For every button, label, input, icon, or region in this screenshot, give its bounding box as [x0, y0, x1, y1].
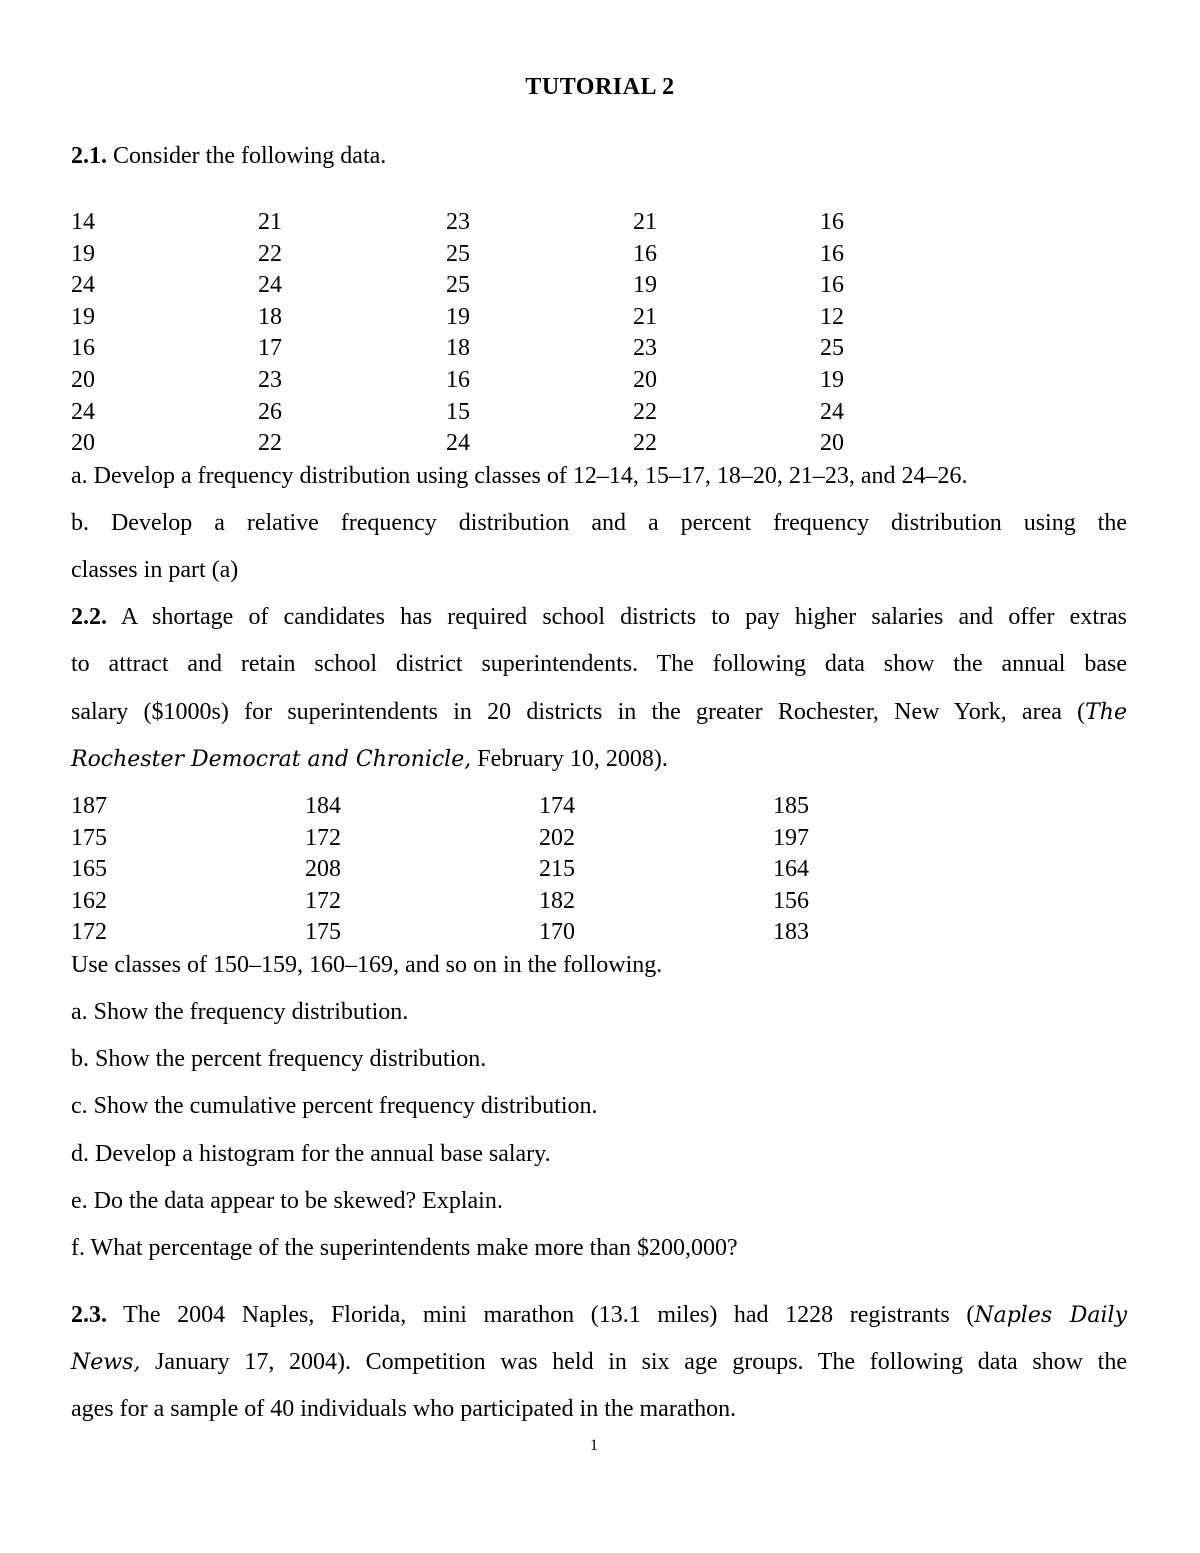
- text: salary ($1000s) for superintendents in 20 districts in the greater Rochester, New York, area (: [71, 699, 1086, 725]
- question-2-3-line1: [71, 1301, 1127, 1330]
- question-number: 2.3.: [71, 1302, 107, 1328]
- data-2-1-cell: 18: [258, 303, 282, 330]
- source-italic: Naples Daily: [974, 1303, 1127, 1328]
- data-2-1-cell: 20: [633, 366, 657, 393]
- question-2-2-b: b. Show the percent frequency distribution.: [71, 1046, 487, 1072]
- data-2-2-cell: 162: [71, 887, 107, 914]
- data-2-1-cell: 22: [633, 398, 657, 425]
- data-2-1-cell: 24: [71, 272, 95, 299]
- data-2-1-cell: 16: [71, 335, 95, 362]
- data-2-1-cell: 23: [258, 366, 282, 393]
- question-2-2-line1: [71, 603, 1127, 631]
- text: February 10, 2008).: [471, 746, 668, 772]
- data-2-1-cell: 20: [820, 430, 844, 457]
- data-2-1-cell: 21: [633, 209, 657, 235]
- data-2-1-cell: 12: [820, 303, 844, 330]
- data-2-1-cell: 19: [633, 272, 657, 299]
- data-2-1-cell: 22: [633, 430, 657, 457]
- question-2-2-line3: [71, 698, 1127, 727]
- data-2-2-cell: 175: [71, 824, 107, 851]
- data-2-1-cell: 16: [446, 366, 470, 393]
- page-number: 1: [590, 1437, 598, 1454]
- data-2-1-cell: 20: [71, 366, 95, 393]
- data-2-2-cell: 185: [773, 793, 809, 819]
- data-2-2-cell: 197: [773, 824, 809, 851]
- data-2-1-cell: 21: [258, 209, 282, 235]
- question-2-1-intro: [71, 142, 386, 170]
- question-2-2-a: a. Show the frequency distribution.: [71, 999, 409, 1025]
- data-2-2-cell: 156: [773, 887, 809, 914]
- question-number: 2.2.: [71, 604, 107, 630]
- question-2-2-f: f. What percentage of the superintendents make more than $200,000?: [71, 1235, 738, 1261]
- data-2-1-cell: 24: [258, 272, 282, 299]
- data-2-1-cell: 19: [71, 240, 95, 267]
- data-2-1-cell: 15: [446, 398, 470, 425]
- data-2-1-cell: 20: [71, 430, 95, 457]
- data-2-2-cell: 215: [539, 856, 575, 883]
- data-2-1-cell: 25: [446, 272, 470, 299]
- data-2-2-cell: 208: [305, 856, 341, 883]
- data-2-1-cell: 22: [258, 430, 282, 457]
- question-2-3-line3: ages for a sample of 40 individuals who participated in the marathon.: [71, 1396, 737, 1422]
- data-2-1-cell: 14: [71, 209, 95, 235]
- data-2-1-cell: 16: [820, 240, 844, 267]
- question-2-2-line2: to attract and retain school district superintendents. The following data show the annual base: [71, 651, 1127, 677]
- data-2-1-cell: 18: [446, 335, 470, 362]
- question-2-2-e: e. Do the data appear to be skewed? Explain.: [71, 1188, 503, 1214]
- data-2-2-cell: 172: [305, 887, 341, 914]
- document-page: [71, 0, 1127, 1553]
- data-2-1-cell: 16: [633, 240, 657, 267]
- data-2-1-cell: 19: [820, 366, 844, 393]
- data-2-1-cell: 21: [633, 303, 657, 330]
- text: The 2004 Naples, Florida, mini marathon (13.1 miles) had 1228 registrants (: [107, 1302, 975, 1328]
- question-2-2-d: d. Develop a histogram for the annual base salary.: [71, 1141, 551, 1167]
- text: January 17, 2004). Competition was held in six age groups. The following data show the: [140, 1349, 1127, 1375]
- text: A shortage of candidates has required school districts to pay higher salaries and offer extras: [120, 604, 1127, 630]
- data-2-2-cell: 175: [305, 919, 341, 946]
- data-2-1-cell: 24: [71, 398, 95, 425]
- question-2-1-a: a. Develop a frequency distribution using classes of 12–14, 15–17, 18–20, 21–23, and 24–26.: [71, 463, 968, 489]
- data-2-1-cell: 17: [258, 335, 282, 362]
- data-2-2-cell: 183: [773, 919, 809, 946]
- data-2-1-cell: 19: [446, 303, 470, 330]
- data-2-1-cell: 25: [446, 240, 470, 267]
- data-2-1-cell: 23: [633, 335, 657, 362]
- data-2-1-cell: 25: [820, 335, 844, 362]
- data-2-1-cell: 23: [446, 209, 470, 235]
- data-2-2-cell: 202: [539, 824, 575, 851]
- data-2-2-cell: 187: [71, 793, 107, 819]
- question-2-3-line2: [71, 1348, 1127, 1377]
- question-2-2-c: c. Show the cumulative percent frequency distribution.: [71, 1093, 598, 1119]
- data-2-1-cell: 24: [820, 398, 844, 425]
- data-2-2-cell: 172: [305, 824, 341, 851]
- source-italic: The: [1085, 700, 1127, 725]
- data-2-1-cell: 24: [446, 430, 470, 457]
- data-2-2-cell: 184: [305, 793, 341, 819]
- question-2-1-b-line2: classes in part (a): [71, 557, 239, 583]
- question-2-2-line4: [71, 745, 668, 774]
- question-2-2-use: Use classes of 150–159, 160–169, and so on in the following.: [71, 952, 663, 978]
- data-2-2-cell: 165: [71, 856, 107, 883]
- source-italic: Rochester Democrat and Chronicle,: [71, 747, 472, 772]
- question-number: 2.1.: [71, 143, 107, 169]
- data-2-2-cell: 164: [773, 856, 809, 883]
- data-2-1-cell: 16: [820, 209, 844, 235]
- data-2-1-cell: 26: [258, 398, 282, 425]
- data-2-1-cell: 22: [258, 240, 282, 267]
- page-title: TUTORIAL 2: [525, 74, 675, 100]
- intro-text: Consider the following data.: [113, 143, 387, 169]
- source-italic: News,: [71, 1350, 141, 1375]
- data-2-2-cell: 174: [539, 793, 575, 819]
- data-2-1-cell: 16: [820, 272, 844, 299]
- data-2-2-cell: 172: [71, 919, 107, 946]
- data-2-1-cell: 19: [71, 303, 95, 330]
- question-2-1-b-line1: b. Develop a relative frequency distribution and a percent frequency distribution using the: [71, 510, 1127, 536]
- data-2-2-cell: 182: [539, 887, 575, 914]
- data-2-2-cell: 170: [539, 919, 575, 946]
